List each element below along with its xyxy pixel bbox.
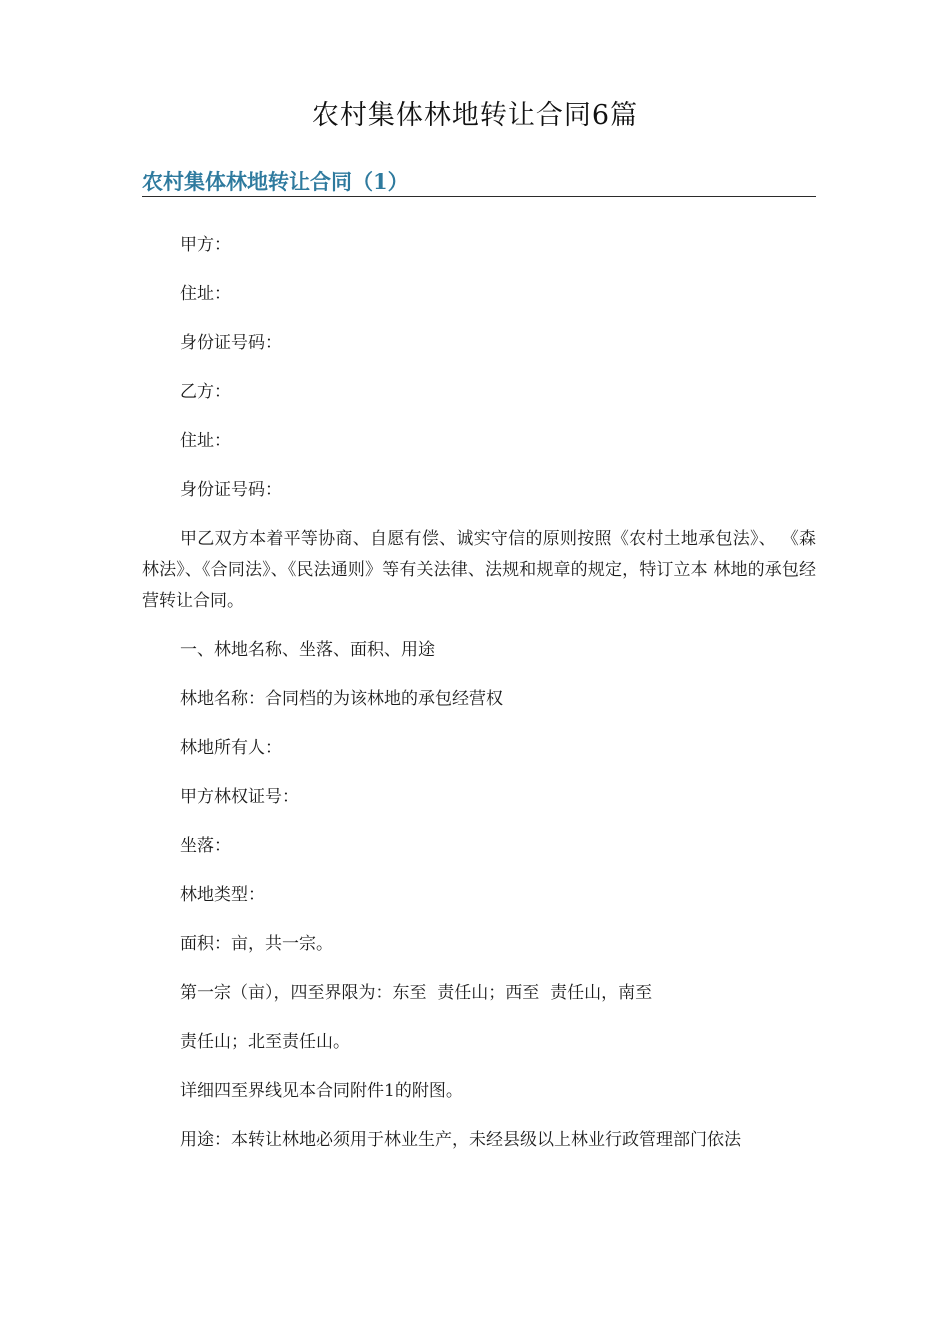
section-heading: 农村集体林地转让合同（1）	[142, 168, 816, 197]
boundary-line-2: 责任山；北至责任山。	[180, 1032, 350, 1052]
boundary-line-1: 第一宗（亩），四至界限为：东至 责任山；西至 责任山，南至	[180, 983, 653, 1003]
preamble-paragraph: 甲乙双方本着平等协商、自愿有偿、诚实守信的原则按照《农村土地承包法》、 《森林法》、《合同法》、《民法通则》等有关法律、法规和规章的规定，特订立本 林地的承包经营转让合同。	[142, 529, 816, 611]
forest-right-cert-line: 甲方林权证号：	[180, 787, 299, 807]
forest-owner-line: 林地所有人：	[180, 738, 282, 758]
area-line: 面积：亩，共一宗。	[180, 934, 333, 954]
party-b-id-label: 身份证号码：	[180, 480, 282, 500]
party-b-label: 乙方：	[180, 382, 231, 402]
location-line: 坐落：	[180, 836, 231, 856]
party-a-id-label: 身份证号码：	[180, 333, 282, 353]
party-a-label: 甲方：	[180, 235, 231, 255]
forest-name-line: 林地名称：合同档的为该林地的承包经营权	[180, 689, 503, 709]
party-b-address-label: 住址：	[180, 431, 231, 451]
party-a-address-label: 住址：	[180, 284, 231, 304]
clause-one-heading: 一、林地名称、坐落、面积、用途	[180, 640, 435, 660]
document-title: 农村集体林地转让合同6篇	[311, 100, 639, 131]
forest-type-line: 林地类型：	[180, 885, 265, 905]
boundary-attachment-line: 详细四至界线见本合同附件1的附图。	[180, 1081, 463, 1101]
usage-line: 用途：本转让林地必须用于林业生产，未经县级以上林业行政管理部门依法	[180, 1130, 741, 1150]
document-body	[142, 230, 816, 1174]
